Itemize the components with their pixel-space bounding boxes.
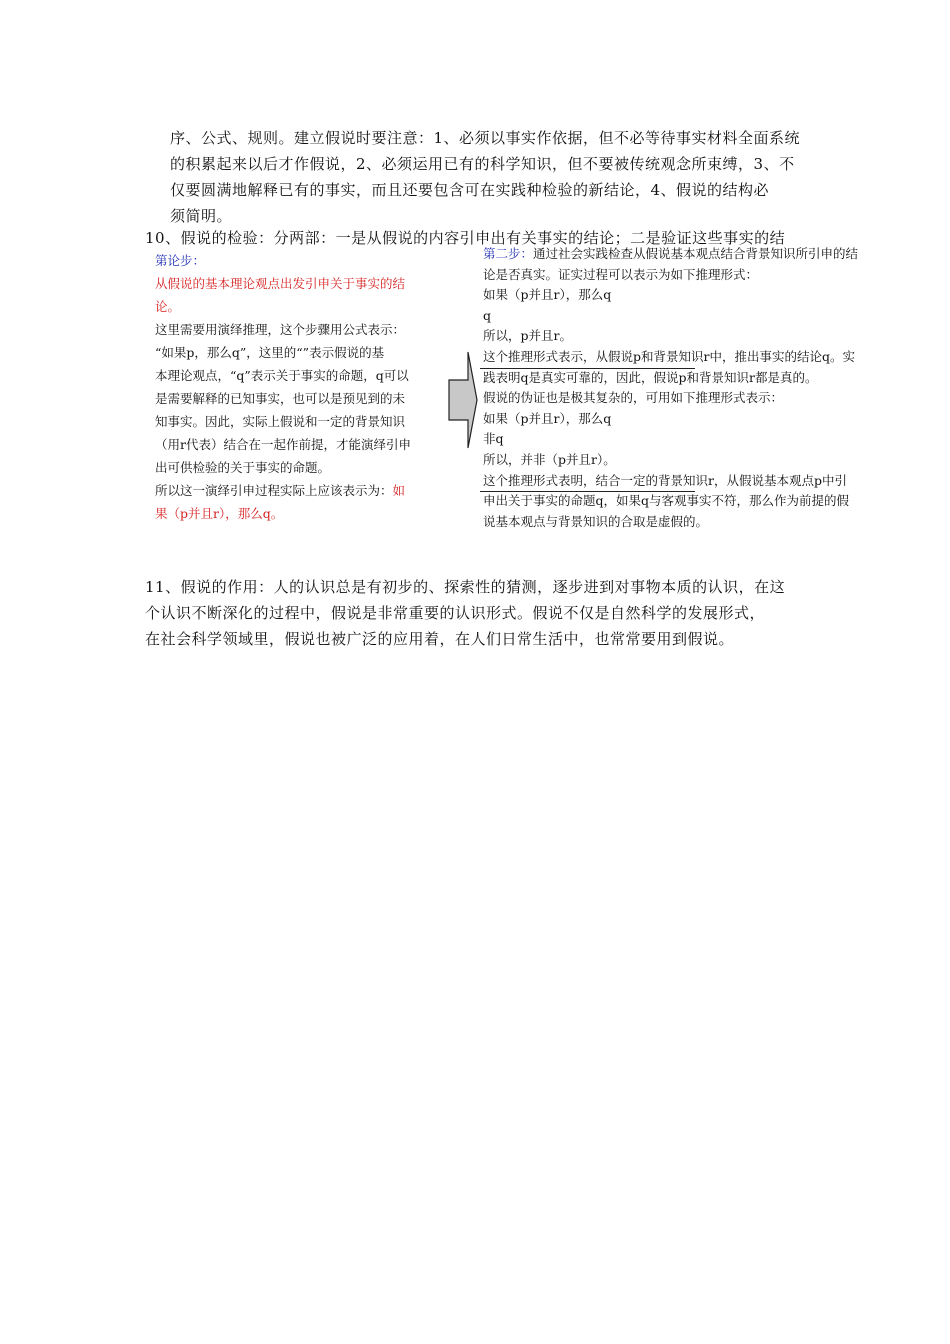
step-two-line: 非q: [483, 431, 504, 447]
step-one-final-red-line: 果（p并且r），那么q。: [155, 506, 284, 521]
step-one-title: 第论步：: [155, 253, 206, 268]
conclusion-rule-line: [480, 368, 695, 369]
conclusion-rule-line: [480, 491, 695, 492]
intro-paragraph: [170, 125, 810, 229]
section-11-paragraph: [145, 574, 815, 652]
section-11-line: 在社会科学领域里，假说也被广泛的应用着，在人们日常生活中，也常常要用到假说。: [145, 630, 735, 648]
step-two-line: 如果（p并且r），那么q: [483, 287, 612, 303]
step-one-line: “如果p，那么q”，这里的“”表示假说的基: [155, 345, 385, 360]
step-two-box: [483, 244, 913, 532]
section-11-line: 个认识不断深化的过程中，假说是非常重要的认识形式。假说不仅是自然科学的发展形式，: [145, 604, 766, 622]
step-one-line: 本理论观点，“q”表示关于事实的命题，q可以: [155, 368, 409, 383]
step-two-title-rest: 通过社会实践检查从假说基本观点结合背景知识所引申的结: [533, 246, 859, 261]
step-two-line: 这个推理形式表明，结合一定的背景知识r，从假说基本观点p中引: [483, 472, 847, 488]
section-10-heading: 10、假说的检验：分两部：一是从假说的内容引申出有关事实的结论；二是验证这些事实的结: [145, 229, 786, 247]
intro-line: 的积累起来以后才作假说，2、必须运用已有的科学知识，但不要被传统观念所束缚，3、不: [170, 155, 795, 173]
step-two-line: 所以，并非（p并且r）。: [483, 451, 616, 467]
step-one-line: 知事实。因此，实际上假说和一定的背景知识: [155, 414, 406, 429]
step-two-line: 所以，p并且r。: [483, 328, 572, 344]
step-two-title-line: [483, 244, 913, 265]
step-one-final-red: 如: [392, 483, 406, 498]
step-one-line: 出可供检验的关于事实的命题。: [155, 460, 331, 475]
step-one-final-text: 所以这一演绎引申过程实际上应该表示为：: [155, 483, 393, 498]
step-one-line: （用r代表）结合在一起作前提，才能演绎引申: [155, 437, 411, 452]
step-two-title: 第二步：: [483, 246, 534, 261]
step-two-line: 如果（p并且r），那么q: [483, 410, 612, 426]
step-one-final-line: [155, 479, 450, 502]
step-two-line: 说基本观点与背景知识的合取是虚假的。: [483, 513, 709, 529]
step-two-line: 申出关于事实的命题q，如果q与客观事实不符，那么作为前提的假: [483, 493, 850, 509]
intro-line: 仅要圆满地解释已有的事实，而且还要包含可在实践种检验的新结论，4、假说的结构必: [170, 181, 770, 199]
step-two-line: q: [483, 307, 492, 323]
step-one-red-line: 从假说的基本理论观点出发引申关于事实的结: [155, 276, 406, 291]
step-one-box: [155, 249, 450, 525]
step-two-line: 这个推理形式表示，从假说p和背景知识r中，推出事实的结论q。实: [483, 348, 855, 364]
intro-line: 须简明。: [170, 207, 233, 225]
step-two-line: 践表明q是真实可靠的，因此，假说p和背景知识r都是真的。: [483, 369, 818, 385]
intro-line: 序、公式、规则。建立假说时要注意：1、必须以事实作依据，但不必等待事实材料全面系统: [170, 129, 801, 147]
step-one-red-line: 论。: [155, 299, 181, 314]
section-11-line: 11、假说的作用：人的认识总是有初步的、探索性的猜测，逐步进到对事物本质的认识，在这: [145, 578, 786, 596]
step-two-line: 假说的伪证也是极其复杂的，可用如下推理形式表示：: [483, 390, 784, 406]
right-arrow-icon: [448, 350, 478, 450]
step-two-line: 论是否真实。证实过程可以表示为如下推理形式：: [483, 266, 759, 282]
step-one-line: 这里需要用演绎推理，这个步骤用公式表示：: [155, 322, 406, 337]
step-one-line: 是需要解释的已知事实，也可以是预见到的未: [155, 391, 406, 406]
